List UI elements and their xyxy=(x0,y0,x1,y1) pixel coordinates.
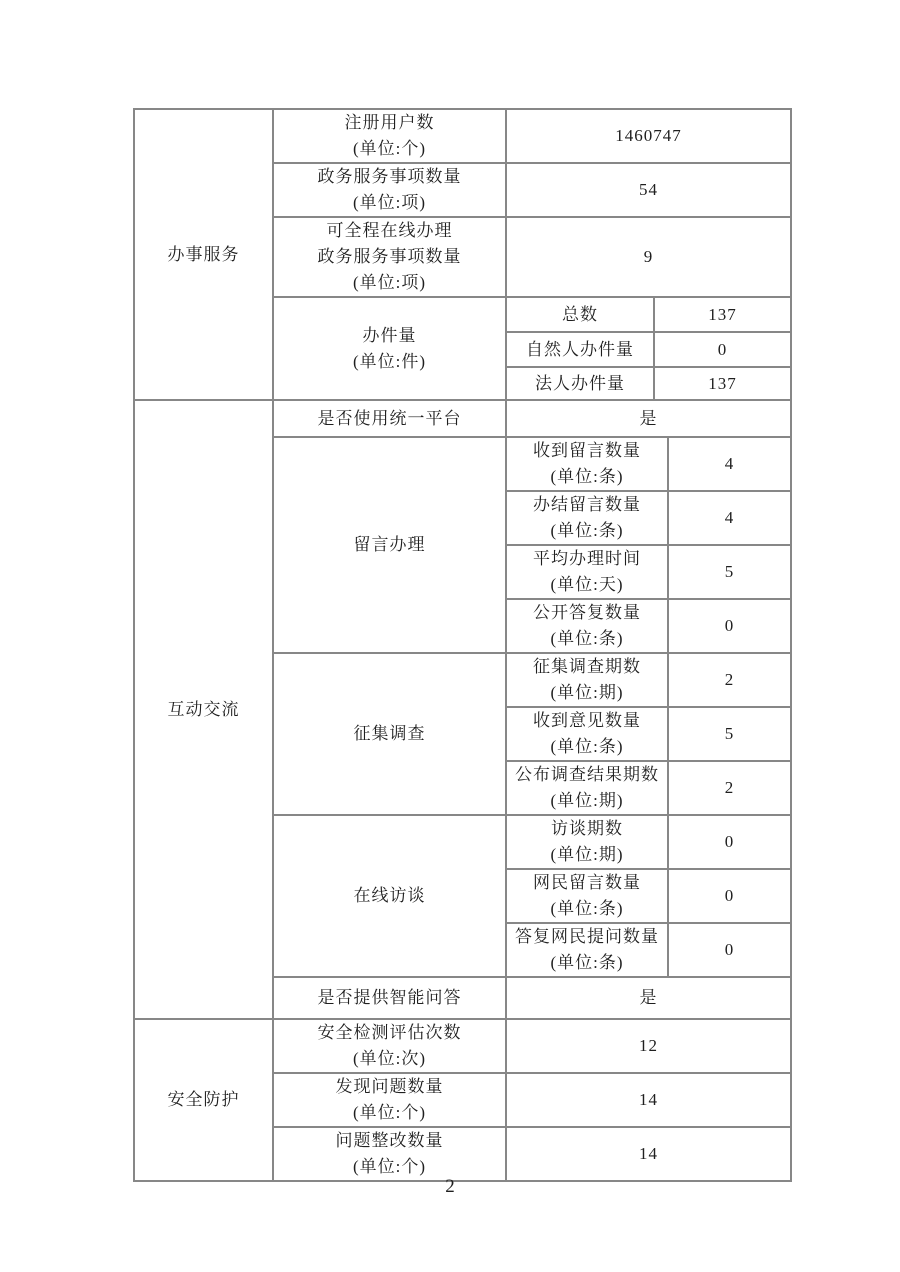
section-office-services xyxy=(134,109,273,400)
value-total: 137 xyxy=(654,297,791,332)
section-security xyxy=(134,1019,273,1181)
value-security-assessments: 12 xyxy=(506,1019,791,1073)
item-label-problems-found: 发现问题数量 (单位:个) xyxy=(273,1073,506,1127)
item-label-service-items: 政务服务事项数量 (单位:项) xyxy=(273,163,506,217)
value-service-items: 54 xyxy=(506,163,791,217)
sub-label-survey-periods: 征集调查期数 (单位:期) xyxy=(506,653,668,707)
section-label: 互动交流 xyxy=(167,699,240,719)
value-problems-fixed: 14 xyxy=(506,1127,791,1181)
value-registered-users: 1460747 xyxy=(506,109,791,163)
item-label-online-interview: 在线访谈 xyxy=(273,815,506,977)
report-table xyxy=(133,108,792,1182)
unit-label: (单位:次) xyxy=(352,1049,427,1068)
unit-label: (单位:个) xyxy=(352,139,427,158)
page-number: 2 xyxy=(445,1176,455,1197)
value-problems-found: 14 xyxy=(506,1073,791,1127)
unit-label: (单位:条) xyxy=(550,467,624,486)
unit-label: (单位:条) xyxy=(550,953,624,972)
item-label-problems-fixed: 问题整改数量 (单位:个) xyxy=(273,1127,506,1181)
value-survey-periods: 2 xyxy=(668,653,791,707)
item-label-case-volume: 办件量 (单位:件) xyxy=(273,297,506,400)
value-questions-answered: 0 xyxy=(668,923,791,977)
section-interaction xyxy=(134,400,273,1019)
value-netizen-messages: 0 xyxy=(668,869,791,923)
sub-label-questions-answered: 答复网民提问数量 (单位:条) xyxy=(506,923,668,977)
sub-label-results-published: 公布调查结果期数 (单位:期) xyxy=(506,761,668,815)
sub-label-total: 总数 xyxy=(506,297,654,332)
value-legal-person: 137 xyxy=(654,367,791,400)
sub-label-natural-person: 自然人办件量 xyxy=(506,332,654,367)
unit-label: (单位:件) xyxy=(352,351,427,371)
section-label: 办事服务 xyxy=(167,244,240,264)
sub-label-netizen-messages: 网民留言数量 (单位:条) xyxy=(506,869,668,923)
unit-label: (单位:期) xyxy=(550,791,624,810)
unit-label: (单位:条) xyxy=(550,521,624,540)
value-unified-platform: 是 xyxy=(506,400,791,437)
unit-label: (单位:期) xyxy=(550,845,624,864)
value-online-service-items: 9 xyxy=(506,217,791,297)
unit-label: (单位:条) xyxy=(550,737,624,756)
item-label-message-handling: 留言办理 xyxy=(273,437,506,653)
value-interview-periods: 0 xyxy=(668,815,791,869)
value-results-published: 2 xyxy=(668,761,791,815)
unit-label: (单位:条) xyxy=(550,899,624,918)
item-label-security-assessments: 安全检测评估次数 (单位:次) xyxy=(273,1019,506,1073)
unit-label: (单位:个) xyxy=(352,1103,427,1122)
sub-label-opinions-received: 收到意见数量 (单位:条) xyxy=(506,707,668,761)
unit-label: (单位:项) xyxy=(352,193,427,212)
sub-label-messages-received: 收到留言数量 (单位:条) xyxy=(506,437,668,491)
section-label: 安全防护 xyxy=(167,1090,240,1109)
value-smart-qa: 是 xyxy=(506,977,791,1019)
item-label-registered-users: 注册用户数 (单位:个) xyxy=(273,109,506,163)
unit-label: (单位:天) xyxy=(550,575,624,594)
sub-label-average-handling-time: 平均办理时间 (单位:天) xyxy=(506,545,668,599)
sub-label-legal-person: 法人办件量 xyxy=(506,367,654,400)
value-messages-resolved: 4 xyxy=(668,491,791,545)
sub-label-public-replies: 公开答复数量 (单位:条) xyxy=(506,599,668,653)
unit-label: (单位:期) xyxy=(550,683,624,702)
value-public-replies: 0 xyxy=(668,599,791,653)
value-messages-received: 4 xyxy=(668,437,791,491)
sub-label-messages-resolved: 办结留言数量 (单位:条) xyxy=(506,491,668,545)
unit-label: (单位:个) xyxy=(352,1157,427,1176)
item-label-unified-platform: 是否使用统一平台 xyxy=(273,400,506,437)
item-label-survey: 征集调查 xyxy=(273,653,506,815)
value-average-handling-time: 5 xyxy=(668,545,791,599)
unit-label: (单位:项) xyxy=(352,273,427,292)
item-label-smart-qa: 是否提供智能问答 xyxy=(273,977,506,1019)
value-opinions-received: 5 xyxy=(668,707,791,761)
item-label-online-service-items: 可全程在线办理 政务服务事项数量 (单位:项) xyxy=(273,217,506,297)
sub-label-interview-periods: 访谈期数 (单位:期) xyxy=(506,815,668,869)
value-natural-person: 0 xyxy=(654,332,791,367)
unit-label: (单位:条) xyxy=(550,629,624,648)
